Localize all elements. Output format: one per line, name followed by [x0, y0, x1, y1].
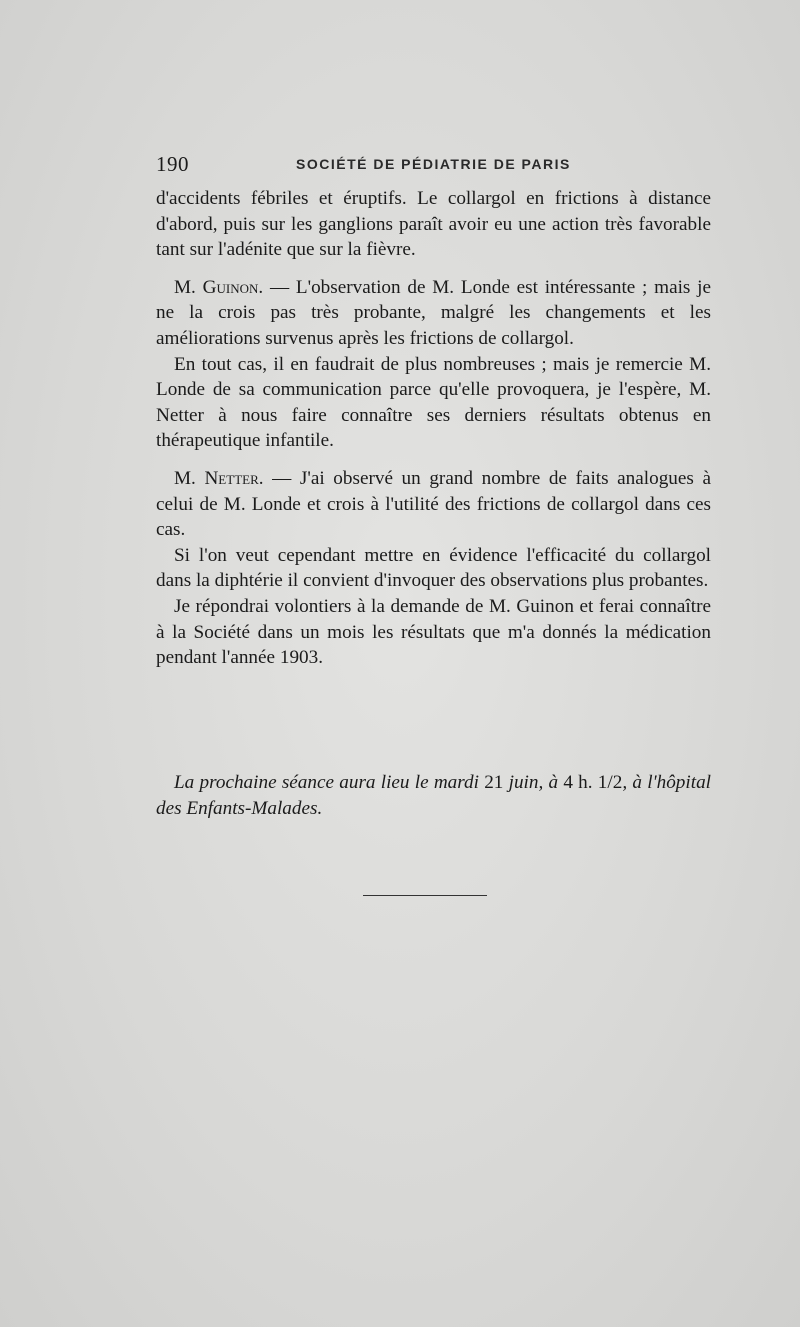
- paragraph-text: Si l'on veut cependant mettre en évidence l'efficacité du collargol dans la diphtérie il convient d'invoquer des observations plus probantes.: [156, 544, 711, 592]
- running-head: SOCIÉTÉ DE PÉDIATRIE DE PARIS: [296, 156, 571, 172]
- paragraph-text: En tout cas, il en faudrait de plus nombreuses ; mais je remercie M. Londe de sa communication parce qu'elle provoquera, je l'espère, M. Netter à nous faire connaître ses derniers résultats obtenus en thérapeutique infantile.: [156, 353, 711, 452]
- paragraph-netter: [156, 466, 711, 543]
- paragraph-netter-reply: [156, 594, 711, 671]
- paragraph-text: Je répondrai volontiers à la demande de M. Guinon et ferai connaître à la Société dans un mois les résultats que m'a donnés la médication pendant l'année 1903.: [156, 595, 711, 669]
- speaker-name: M. Guinon.: [174, 276, 264, 298]
- paragraph-netter-cont: [156, 543, 711, 594]
- paragraph-text: — L'observation de M. Londe est intéressante ; mais je ne la crois pas très probante, malgré les changements et les améliorations survenus après les frictions de collargol.: [156, 276, 711, 349]
- paragraph-guinon-cont: [156, 352, 711, 454]
- paragraph-guinon: [156, 275, 711, 352]
- announcement-date: 21: [484, 772, 504, 794]
- announcement-text: , à l'hôpital des Enfants-Malades.: [156, 772, 711, 819]
- page-number: 190: [156, 152, 189, 176]
- speaker-name: M. Netter.: [174, 467, 264, 489]
- announcement-text: juin, à: [503, 772, 564, 794]
- next-session-announcement: [156, 770, 711, 821]
- page-header: [156, 152, 711, 176]
- announcement-text: La prochaine séance aura lieu le mardi: [174, 772, 485, 794]
- paragraph-text: d'accidents fébriles et éruptifs. Le collargol en frictions à distance d'abord, puis sur les ganglions paraît avoir eu une action très favorable tant sur l'adénite que sur la fièvre.: [156, 188, 711, 261]
- paragraph-continuation: [156, 186, 711, 263]
- body-text: [156, 186, 711, 671]
- paragraph-text: — J'ai observé un grand nombre de faits analogues à celui de M. Londe et crois à l'utilité des frictions de collargol dans ces cas.: [156, 467, 711, 541]
- announcement-time: 4 h. 1/2: [563, 772, 623, 794]
- closing-rule: [363, 895, 487, 896]
